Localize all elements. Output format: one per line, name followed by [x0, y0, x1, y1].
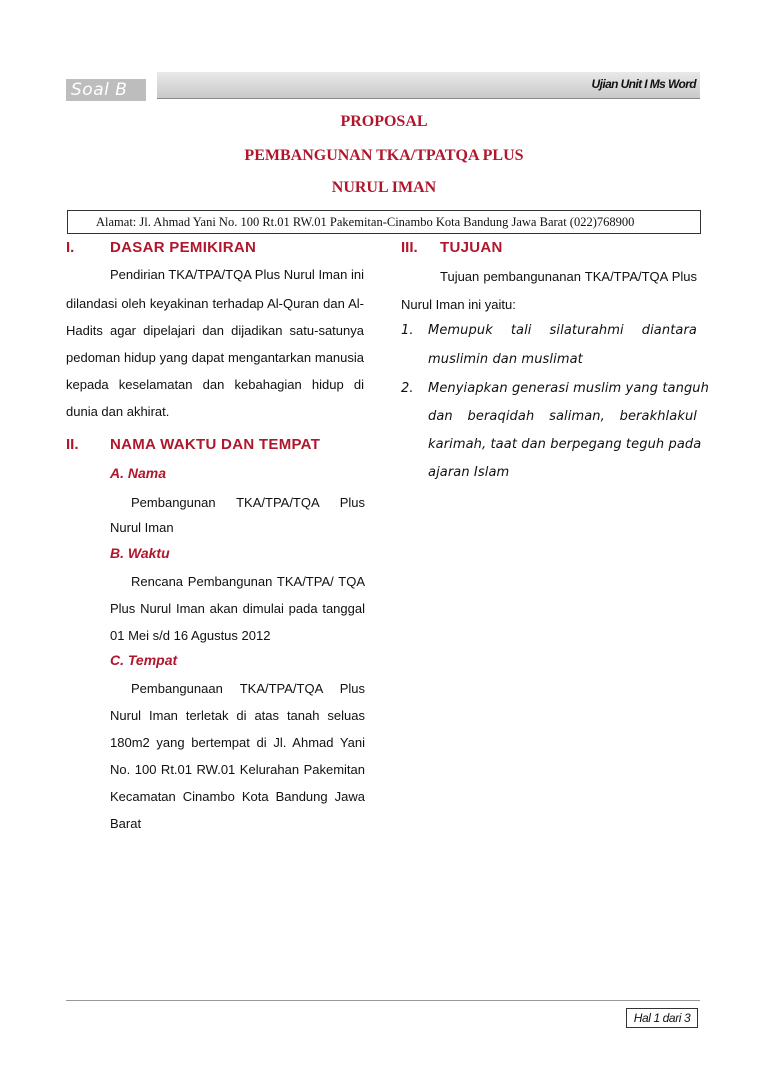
subsection-nama-title: A. Nama — [110, 465, 167, 481]
subsection-tempat-title: C. Tempat — [110, 652, 178, 668]
header-label: Ujian Unit I Ms Word — [591, 77, 696, 91]
paragraph-line: Nurul Iman — [110, 520, 174, 535]
list-number: 2. — [401, 381, 414, 396]
subsection-waktu-title: B. Waktu — [110, 545, 170, 561]
proposal-name: NURUL IMAN — [331, 179, 437, 196]
proposal-subtitle: PEMBANGUNAN TKA/TPATQA PLUS — [244, 147, 524, 164]
header-bar — [157, 72, 700, 99]
paragraph-line: 01 Mei s/d 16 Agustus 2012 — [110, 628, 271, 643]
section-2-title: NAMA WAKTU DAN TEMPAT — [110, 436, 321, 453]
paragraph-line: Kecamatan Cinambo Kota Bandung Jawa — [110, 789, 365, 804]
section-2-number: II. — [66, 436, 79, 453]
section-1-number: I. — [66, 239, 75, 256]
list-item-line: Memupuk tali silaturahmi diantara — [428, 323, 697, 338]
list-item-line: karimah, taat dan berpegang teguh pada — [428, 437, 702, 452]
soal-label: Soal B — [66, 79, 146, 101]
section-3-title: TUJUAN — [440, 239, 503, 256]
paragraph-line: Pembangunan TKA/TPA/TQA Plus — [131, 495, 365, 510]
address-box: Alamat: Jl. Ahmad Yani No. 100 Rt.01 RW.01 Pakemitan-Cinambo Kota Bandung Jawa Barat (022)768900 — [67, 210, 701, 234]
list-item-line: dan beraqidah saliman, berakhlakul — [428, 409, 697, 424]
paragraph-line: No. 100 Rt.01 RW.01 Kelurahan Pakemitan — [110, 762, 365, 777]
paragraph-line: pedoman hidup yang dapat mengantarkan manusia — [66, 350, 364, 365]
paragraph-line: Tujuan pembangunanan TKA/TPA/TQA Plus — [440, 269, 697, 284]
section-1-title: DASAR PEMIKIRAN — [110, 239, 257, 256]
paragraph-line: dunia dan akhirat. — [66, 404, 170, 419]
list-item-line: ajaran Islam — [428, 465, 510, 480]
section-3-number: III. — [401, 239, 418, 256]
proposal-title: PROPOSAL — [340, 113, 428, 130]
paragraph-line: Pendirian TKA/TPA/TQA Plus Nurul Iman ini — [110, 267, 364, 282]
list-item-line: Menyiapkan generasi muslim yang tanguh — [428, 381, 709, 396]
paragraph-line: Pembangunaan TKA/TPA/TQA Plus — [131, 681, 365, 696]
paragraph-line: Nurul Iman ini yaitu: — [401, 297, 516, 312]
paragraph-line: Plus Nurul Iman akan dimulai pada tanggal — [110, 601, 365, 616]
paragraph-line: 180m2 yang bertempat di Jl. Ahmad Yani — [110, 735, 365, 750]
page-number: Hal 1 dari 3 — [626, 1008, 698, 1028]
paragraph-line: Barat — [110, 816, 142, 831]
paragraph-line: kepada keselamatan dan kebahagian hidup di — [66, 377, 364, 392]
paragraph-line: Hadits agar dipelajari dan dijadikan satu-satunya — [66, 323, 364, 338]
footer-rule — [66, 1000, 700, 1001]
list-number: 1. — [401, 323, 414, 338]
list-item-line: muslimin dan muslimat — [428, 352, 583, 367]
paragraph-line: Rencana Pembangunan TKA/TPA/ TQA — [131, 574, 365, 589]
paragraph-line: dilandasi oleh keyakinan terhadap Al-Quran dan Al- — [66, 296, 364, 311]
paragraph-line: Nurul Iman terletak di atas tanah seluas — [110, 708, 365, 723]
